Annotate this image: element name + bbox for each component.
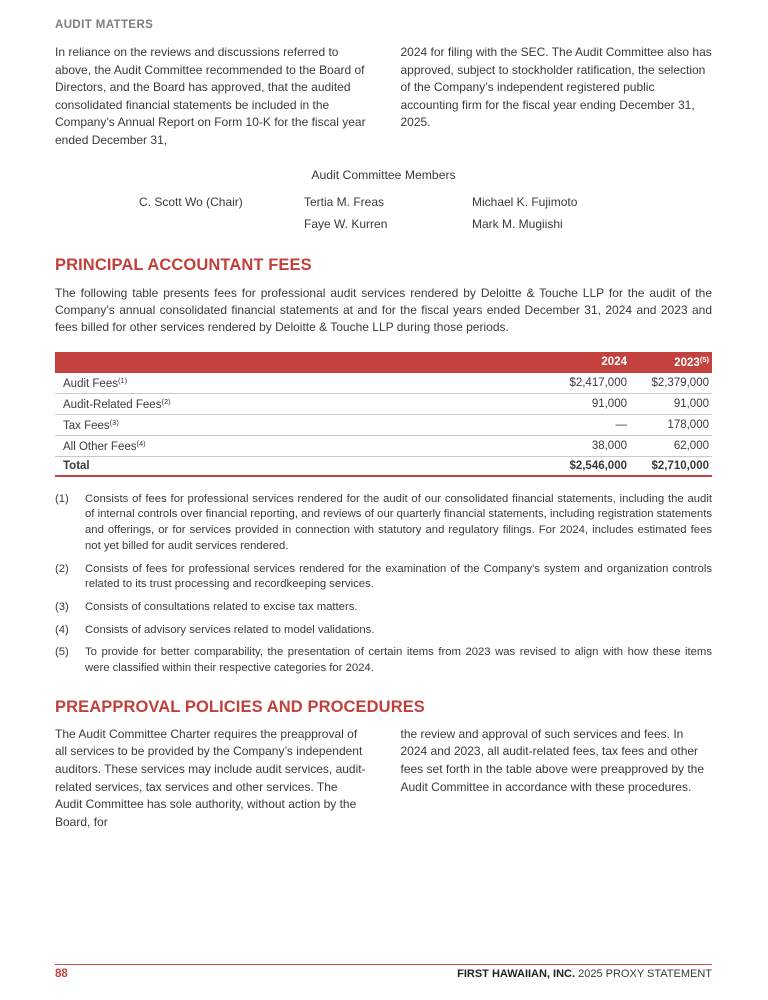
footnotes-list: [55, 492, 712, 677]
footnote-text: Consists of advisory services related to model validations.: [85, 623, 375, 636]
footnote-text: To provide for better comparability, the presentation of certain items from 2023 was revised to align with how these items were classified within their respective categories for 2024.: [85, 646, 712, 675]
member-name: C. Scott Wo (Chair): [139, 194, 243, 209]
table-row-audit-related-fees: [55, 393, 712, 414]
table-row-total: [55, 456, 712, 476]
header-empty-cell: [55, 352, 542, 373]
fee-value-2024: 91,000: [591, 397, 627, 410]
footnote-ref: (2): [161, 396, 171, 406]
member-name: Mark M. Mugiishi: [472, 216, 563, 231]
footnote-item-3: [55, 600, 712, 616]
fee-value-2023: $2,379,000: [651, 376, 709, 389]
fee-value-2023: 62,000: [673, 439, 709, 452]
preapproval-col-left: The Audit Committee Charter requires the preapproval of all services to be provided by the Company’s independent auditors. These services may include audit services, audit-related services, tax services and other services. The Audit Committee has sole authority, without action by the Board, for: [55, 726, 366, 829]
fee-value-2023: 91,000: [673, 397, 709, 410]
footnote-marker: (5): [55, 646, 69, 659]
table-row-all-other-fees: [55, 435, 712, 456]
table-row-audit-fees: [55, 373, 712, 394]
total-value-2024: $2,546,000: [569, 459, 627, 472]
row-label: All Other Fees$^{(4)}$: [63, 438, 146, 453]
footnote-item-4: [55, 623, 712, 639]
header-col-2023: 2023$^{(5)}$: [674, 355, 709, 370]
row-label: Audit-Related Fees$^{(2)}$: [63, 396, 171, 411]
section-eyebrow-audit-matters: AUDIT MATTERS: [55, 19, 154, 31]
fees-intro-paragraph: The following table presents fees for professional audit services rendered by Deloitte & Touche LLP for the audit of the Company’s annual consolidated financial statements at and for the fiscal years ended December 31, 2024 and 2023 and fees billed for other services rendered by Deloitte & Touche LLP during those periods.: [55, 285, 712, 335]
total-value-2023: $2,710,000: [651, 459, 709, 472]
intro-section: [55, 44, 712, 150]
footnote-ref: (3): [109, 417, 119, 427]
table-row-tax-fees: [55, 414, 712, 435]
intro-col-left: In reliance on the reviews and discussions referred to above, the Audit Committee recommended to the Board of Directors, and the Board has approved, that the audited consolidated financial statements be included in the Company’s Annual Report on Form 10-K for the fiscal year ended December 31,: [55, 45, 366, 147]
footer-document-title: [457, 968, 712, 980]
footnote-ref: (4): [136, 438, 146, 448]
footer-company-name: FIRST HAWAIIAN, INC.: [457, 968, 576, 980]
footnote-item-1: [55, 492, 712, 555]
fees-table-header: [55, 352, 712, 373]
row-label: Tax Fees$^{(3)}$: [63, 417, 119, 432]
intro-col-right: 2024 for filing with the SEC. The Audit Committee also has approved, subject to stockholder ratification, the selection of the Company’s independent registered public accounting firm for the fiscal year ending December 31, 2025.: [400, 45, 712, 130]
preapproval-col-right: the review and approval of such services and fees. In 2024 and 2023, all audit-related fees, tax fees and other fees set forth in the table above were preapproved by the Audit Committee in accordance with these procedures.: [400, 726, 705, 794]
fee-value-2024: 38,000: [591, 439, 627, 452]
member-name: Tertia M. Freas: [304, 194, 385, 209]
footnote-marker: (4): [55, 623, 69, 636]
fee-value-2024: —: [615, 418, 627, 431]
fees-table: [55, 352, 712, 477]
page-number: 88: [55, 968, 68, 980]
footnote-marker: (3): [55, 601, 69, 613]
member-name: [139, 213, 304, 235]
fee-value-2024: $2,417,000: [569, 376, 627, 389]
fee-value-2023: 178,000: [667, 418, 709, 431]
header-col-2024: 2024: [601, 356, 627, 369]
total-label: Total: [63, 459, 90, 472]
footnote-text: Consists of consultations related to excise tax matters.: [85, 601, 358, 613]
committee-members-grid: [139, 191, 712, 235]
footer-suffix: 2025 PROXY STATEMENT: [575, 968, 712, 980]
footnote-marker: (1): [55, 492, 69, 505]
table-header-row: [55, 352, 712, 373]
row-label: Audit Fees$^{(1)}$: [63, 375, 128, 390]
footnote-ref: (1): [117, 375, 128, 385]
footnote-item-2: [55, 562, 712, 593]
header-footnote-ref: (5): [699, 355, 709, 365]
footnote-marker: (2): [55, 562, 69, 575]
footnote-item-5: [55, 645, 712, 676]
preapproval-section: [55, 726, 712, 832]
member-name: Michael K. Fujimoto: [472, 194, 578, 209]
page-footer: [55, 964, 712, 980]
footnote-text: Consists of fees for professional services rendered for the audit of our consolidated financial statements, including the audit of internal controls over financial reporting, and reviews of our quarterly financial statements, including registration statements and offerings, or for services provided in connection with statutory and regulatory filings. For 2024, includes estimated fees not yet billed for audit services rendered.: [85, 492, 712, 552]
heading-principal-accountant-fees: PRINCIPAL ACCOUNTANT FEES: [55, 255, 312, 274]
member-name: Faye W. Kurren: [304, 216, 388, 231]
heading-preapproval-policies: PREAPPROVAL POLICIES AND PROCEDURES: [55, 697, 425, 716]
committee-members-title: Audit Committee Members: [311, 167, 456, 182]
footnote-text: Consists of fees for professional services rendered for the examination of the Company’s system and organization controls related to its trust processing and recordkeeping services.: [85, 562, 712, 591]
